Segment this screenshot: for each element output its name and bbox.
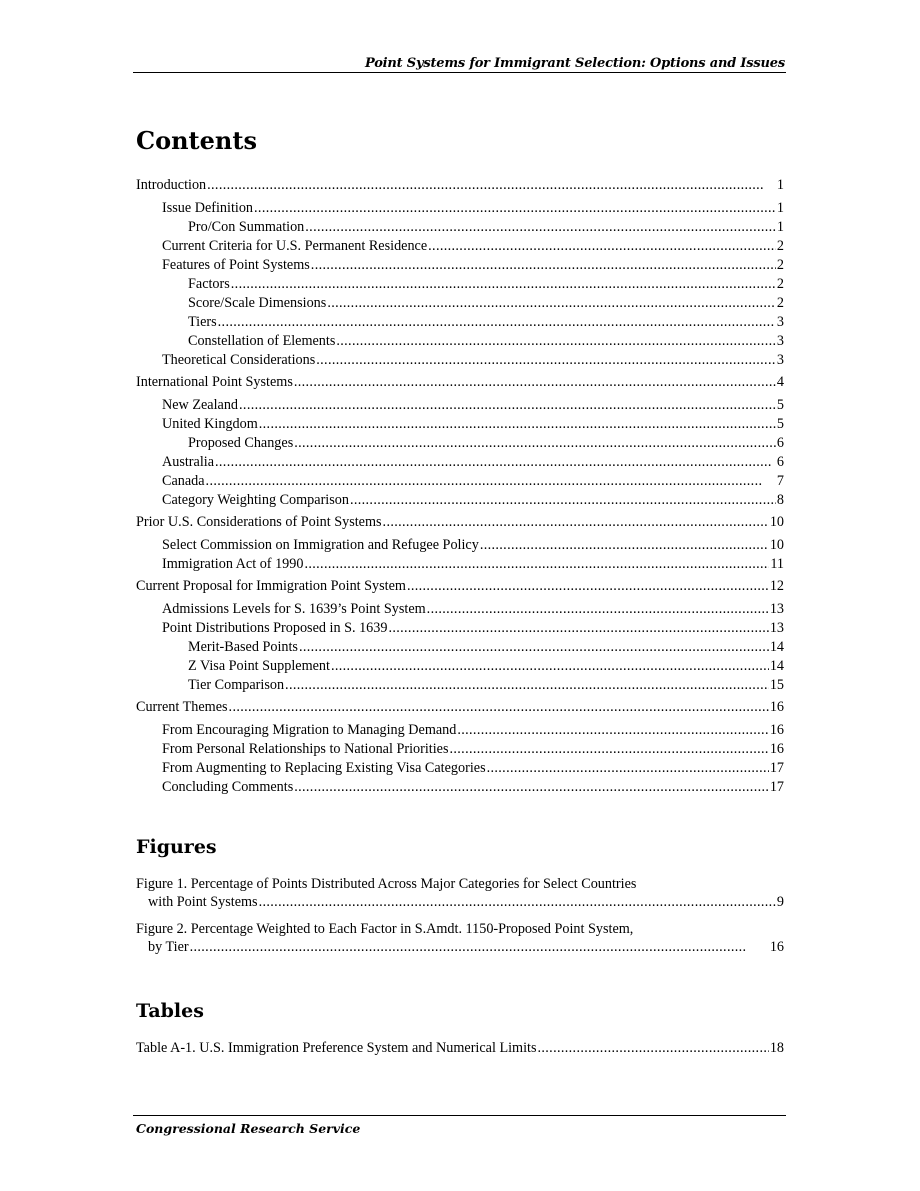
running-header xyxy=(133,56,786,73)
toc-entry-page: 14 xyxy=(769,639,784,655)
dot-leader xyxy=(190,938,769,956)
figure-entry-title: Figure 2. Percentage Weighted to Each Factor in S.Amdt. 1150-Proposed Point System, xyxy=(136,921,634,937)
toc-entry[interactable] xyxy=(136,453,784,471)
toc-entry[interactable] xyxy=(136,638,784,656)
toc-entry-title: International Point Systems xyxy=(136,374,293,390)
toc-entry[interactable] xyxy=(136,577,784,595)
toc-entry-page: 4 xyxy=(776,374,784,390)
toc-entry[interactable] xyxy=(136,332,784,350)
toc-entry[interactable] xyxy=(136,313,784,331)
toc-entry-page: 16 xyxy=(769,741,784,757)
toc-entry[interactable] xyxy=(136,176,784,194)
toc-entry-page: 5 xyxy=(776,416,784,432)
toc-entry-title: Admissions Levels for S. 1639’s Point System xyxy=(162,601,426,617)
toc-entry[interactable] xyxy=(136,740,784,758)
toc-entry-title: Features of Point Systems xyxy=(162,257,310,273)
dot-leader xyxy=(336,332,776,350)
toc-entry[interactable] xyxy=(136,294,784,312)
dot-leader xyxy=(487,759,769,777)
figures-heading: Figures xyxy=(136,836,217,858)
toc-entry-title: Introduction xyxy=(136,177,207,193)
toc-entry-page: 6 xyxy=(776,435,784,451)
toc-entry-page: 16 xyxy=(769,722,784,738)
toc-entry[interactable] xyxy=(136,415,784,433)
toc-entry-page: 8 xyxy=(776,492,784,508)
toc-entry-title: New Zealand xyxy=(162,397,239,413)
toc-entry-title: Merit-Based Points xyxy=(188,639,298,655)
figure-entry-title-cont: with Point Systems xyxy=(148,894,258,910)
footer-text: Congressional Research Service xyxy=(136,1121,361,1136)
contents-heading: Contents xyxy=(136,126,257,155)
dot-leader xyxy=(259,893,776,911)
dot-leader xyxy=(299,638,769,656)
toc-entry-page: 3 xyxy=(776,314,784,330)
toc-entry-title: Z Visa Point Supplement xyxy=(188,658,330,674)
header-title: Point Systems for Immigrant Selection: Options and Issues xyxy=(364,56,785,71)
toc-entry[interactable] xyxy=(136,237,784,255)
toc-entry-title: Theoretical Considerations xyxy=(162,352,316,368)
toc-entry-title: Canada xyxy=(162,473,205,489)
toc-entry-title: Point Distributions Proposed in S. 1639 xyxy=(162,620,388,636)
toc-entry[interactable] xyxy=(136,218,784,236)
figure-entry-continuation xyxy=(136,938,784,956)
dot-leader xyxy=(305,218,776,236)
figure-entry-page: 16 xyxy=(769,939,784,955)
dot-leader xyxy=(316,351,776,369)
toc-entry-page: 12 xyxy=(769,578,784,594)
toc-entry-title: Concluding Comments xyxy=(162,779,294,795)
figure-entry-page: 9 xyxy=(776,894,784,910)
toc-entry-page: 15 xyxy=(769,677,784,693)
toc-entry[interactable] xyxy=(136,351,784,369)
toc-entry-title: Tier Comparison xyxy=(188,677,285,693)
table-entry[interactable] xyxy=(136,1039,784,1057)
toc-entry-page: 1 xyxy=(776,219,784,235)
toc-entry-title: Current Criteria for U.S. Permanent Residence xyxy=(162,238,428,254)
toc-entry[interactable] xyxy=(136,199,784,217)
dot-leader xyxy=(450,740,769,758)
toc-entry[interactable] xyxy=(136,373,784,391)
toc-entry[interactable] xyxy=(136,657,784,675)
toc-entry[interactable] xyxy=(136,491,784,509)
figure-entry-title: Figure 1. Percentage of Points Distributed Across Major Categories for Select Countries xyxy=(136,876,637,892)
toc-entry-page: 17 xyxy=(769,760,784,776)
toc-entry[interactable] xyxy=(136,472,784,490)
toc-entry-page: 2 xyxy=(776,276,784,292)
dot-leader xyxy=(206,472,776,490)
toc-entry-title: Australia xyxy=(162,454,215,470)
dot-leader xyxy=(294,778,769,796)
dot-leader xyxy=(285,676,769,694)
dot-leader xyxy=(538,1039,769,1057)
toc-entry-page: 1 xyxy=(776,177,784,193)
toc-entry-page: 3 xyxy=(776,333,784,349)
toc-entry-title: From Augmenting to Replacing Existing Visa Categories xyxy=(162,760,486,776)
toc-entry-page: 17 xyxy=(769,779,784,795)
table-entry-page: 18 xyxy=(769,1040,784,1056)
dot-leader xyxy=(350,491,776,509)
toc-entry[interactable] xyxy=(136,536,784,554)
dot-leader xyxy=(294,373,776,391)
toc-entry[interactable] xyxy=(136,275,784,293)
toc-entry-title: From Encouraging Migration to Managing Demand xyxy=(162,722,457,738)
dot-leader xyxy=(388,619,768,637)
dot-leader xyxy=(218,313,776,331)
toc-entry-title: Current Proposal for Immigration Point System xyxy=(136,578,406,594)
dot-leader xyxy=(215,453,776,471)
dot-leader xyxy=(457,721,768,739)
toc-entry-title: Score/Scale Dimensions xyxy=(188,295,327,311)
dot-leader xyxy=(207,176,776,194)
toc-entry-page: 16 xyxy=(769,699,784,715)
figure-entry-continuation xyxy=(136,893,784,911)
dot-leader xyxy=(254,199,776,217)
table-entry-title: Table A-1. U.S. Immigration Preference System and Numerical Limits xyxy=(136,1040,537,1056)
dot-leader xyxy=(427,600,769,618)
toc-entry-page: 2 xyxy=(776,295,784,311)
toc-entry-page: 2 xyxy=(776,257,784,273)
dot-leader xyxy=(331,657,769,675)
toc-entry[interactable] xyxy=(136,555,784,573)
toc-entry-page: 2 xyxy=(776,238,784,254)
toc-entry[interactable] xyxy=(136,396,784,414)
dot-leader xyxy=(311,256,776,274)
toc-entry-title: Proposed Changes xyxy=(188,435,294,451)
dot-leader xyxy=(383,513,769,531)
toc-entry[interactable] xyxy=(136,759,784,777)
tables-heading: Tables xyxy=(136,1000,204,1022)
toc-entry[interactable] xyxy=(136,256,784,274)
toc-entry-title: United Kingdom xyxy=(162,416,258,432)
toc-entry-page: 7 xyxy=(776,473,784,489)
dot-leader xyxy=(229,698,769,716)
toc-entry-title: Pro/Con Summation xyxy=(188,219,305,235)
toc-entry-title: Immigration Act of 1990 xyxy=(162,556,304,572)
toc-entry-title: Issue Definition xyxy=(162,200,254,216)
dot-leader xyxy=(428,237,776,255)
toc-entry[interactable] xyxy=(136,698,784,716)
dot-leader xyxy=(304,555,769,573)
toc-entry-title: Tiers xyxy=(188,314,217,330)
toc-entry-page: 10 xyxy=(769,514,784,530)
toc-entry-title: Prior U.S. Considerations of Point Systems xyxy=(136,514,382,530)
dot-leader xyxy=(480,536,769,554)
dot-leader xyxy=(231,275,776,293)
dot-leader xyxy=(407,577,769,595)
toc-entry-title: Constellation of Elements xyxy=(188,333,336,349)
dot-leader xyxy=(294,434,776,452)
toc-entry[interactable] xyxy=(136,676,784,694)
toc-entry-page: 11 xyxy=(770,556,784,572)
toc-entry[interactable] xyxy=(136,721,784,739)
toc-entry-page: 14 xyxy=(769,658,784,674)
toc-entry-page: 6 xyxy=(776,454,784,470)
toc-entry-title: From Personal Relationships to National Priorities xyxy=(162,741,449,757)
toc-entry-title: Factors xyxy=(188,276,230,292)
dot-leader xyxy=(239,396,776,414)
toc-entry-title: Select Commission on Immigration and Refugee Policy xyxy=(162,537,479,553)
running-footer xyxy=(133,1115,786,1136)
toc-entry[interactable] xyxy=(136,619,784,637)
toc-entry[interactable] xyxy=(136,513,784,531)
toc-entry[interactable] xyxy=(136,778,784,796)
toc-entry-page: 5 xyxy=(776,397,784,413)
toc-entry-page: 13 xyxy=(769,601,784,617)
dot-leader xyxy=(259,415,776,433)
dot-leader xyxy=(327,294,776,312)
toc-entry-title: Category Weighting Comparison xyxy=(162,492,349,508)
toc-entry-page: 10 xyxy=(769,537,784,553)
toc-entry[interactable] xyxy=(136,434,784,452)
toc-entry-page: 1 xyxy=(776,200,784,216)
figure-entry[interactable] xyxy=(136,875,784,911)
figure-entry-title-cont: by Tier xyxy=(148,939,189,955)
toc-entry-page: 13 xyxy=(769,620,784,636)
toc-entry[interactable] xyxy=(136,600,784,618)
figure-entry[interactable] xyxy=(136,920,784,956)
toc-entry-page: 3 xyxy=(776,352,784,368)
toc-entry-title: Current Themes xyxy=(136,699,228,715)
